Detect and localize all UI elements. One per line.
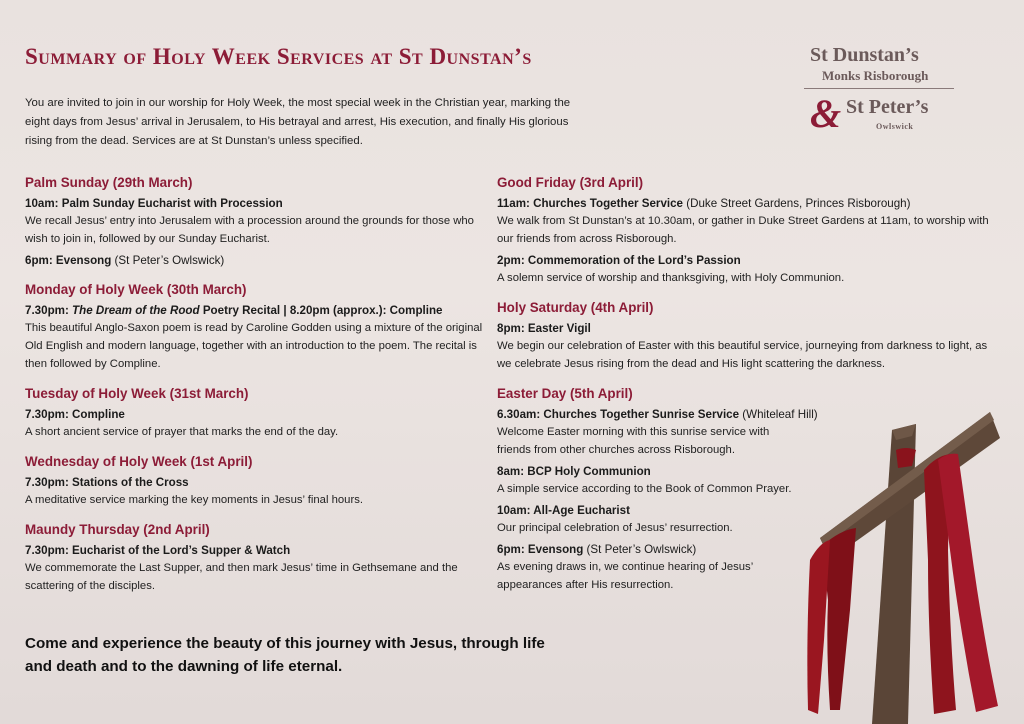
service-desc: This beautiful Anglo-Saxon poem is read by Caroline Godden using a mixture of the original Old English and modern language, together with an introduction to the poem. The recital is then followed by Compline. — [25, 322, 483, 370]
closing-statement: Come and experience the beauty of this journey with Jesus, through life and death and to the dawning of life eternal. — [25, 635, 545, 675]
service-easter-vigil: 8pm: Easter Vigil — [497, 322, 591, 335]
service-bcp-communion: 8am: BCP Holy Communion — [497, 465, 651, 478]
service-location: (Duke Street Gardens, Princes Risborough) — [683, 197, 911, 210]
service-desc: Welcome Easter morning with this sunrise service with friends from other churches across Risborough. — [497, 426, 770, 456]
service-easter-evensong — [497, 541, 837, 558]
easter-services — [497, 406, 837, 594]
day-heading-monday: Monday of Holy Week (30th March) — [25, 282, 247, 297]
day-heading-easter-day: Easter Day (5th April) — [497, 386, 633, 401]
service-stations: 7.30pm: Stations of the Cross — [25, 476, 189, 489]
day-heading-maundy-thursday: Maundy Thursday (2nd April) — [25, 522, 210, 537]
logo-divider — [804, 88, 954, 89]
service-title: 6.30am: Churches Together Sunrise Service — [497, 408, 740, 421]
service-palm-eucharist: 10am: Palm Sunday Eucharist with Procession — [25, 197, 283, 210]
service-churches-together — [497, 195, 997, 212]
day-heading-tuesday: Tuesday of Holy Week (31st March) — [25, 386, 249, 401]
day-heading-palm-sunday: Palm Sunday (29th March) — [25, 175, 193, 190]
logo-owlswick: Owlswick — [876, 122, 914, 131]
service-desc: A meditative service marking the key moments in Jesus’ final hours. — [25, 494, 364, 506]
church-logo — [804, 44, 964, 134]
logo-st-dunstans: St Dunstan’s — [810, 44, 919, 66]
service-poetry-recital — [25, 302, 490, 319]
service-desc: A short ancient service of prayer that marks the end of the day. — [25, 426, 339, 438]
logo-monks-risborough: Monks Risborough — [822, 68, 929, 83]
service-time: 7.30pm: — [25, 304, 73, 317]
service-location: (St Peter’s Owlswick) — [111, 254, 225, 267]
service-desc: As evening draws in, we continue hearing of Jesus’ appearances after His resurrection. — [497, 561, 753, 591]
service-sunrise — [497, 406, 837, 423]
service-all-age: 10am: All-Age Eucharist — [497, 504, 630, 517]
logo-st-peters: St Peter’s — [846, 96, 929, 118]
service-desc: A solemn service of worship and thanksgiving, with Holy Communion. — [497, 272, 845, 284]
service-title: 11am: Churches Together Service — [497, 197, 684, 210]
service-passion: 2pm: Commemoration of the Lord’s Passion — [497, 254, 741, 267]
service-desc: We commemorate the Last Supper, and then mark Jesus’ time in Gethsemane and the scattering of the disciples. — [25, 562, 458, 592]
service-title: 6pm: Evensong — [25, 254, 112, 267]
service-desc: A simple service according to the Book of Common Prayer. — [497, 483, 792, 495]
day-heading-wednesday: Wednesday of Holy Week (1st April) — [25, 454, 253, 469]
service-palm-evensong — [25, 252, 490, 269]
day-heading-holy-saturday: Holy Saturday (4th April) — [497, 300, 654, 315]
service-location: (Whiteleaf Hill) — [739, 408, 818, 421]
logo-ampersand: & — [810, 91, 842, 136]
poem-title: The Dream of the Rood — [72, 304, 200, 317]
day-heading-good-friday: Good Friday (3rd April) — [497, 175, 644, 190]
service-desc: We walk from St Dunstan’s at 10.30am, or gather in Duke Street Gardens at 11am, to worship with our friends from across Risborough. — [497, 215, 989, 245]
service-location: (St Peter’s Owlswick) — [583, 543, 697, 556]
service-desc: We begin our celebration of Easter with this beautiful service, journeying from darkness to light, as we celebrate Jesus rising from the dead and His light scattering the darkness. — [497, 340, 988, 370]
service-desc: Our principal celebration of Jesus’ resurrection. — [497, 522, 733, 534]
service-last-supper: 7.30pm: Eucharist of the Lord’s Supper & Watch — [25, 544, 291, 557]
service-title: Poetry Recital | 8.20pm (approx.): Compline — [199, 304, 443, 317]
intro-text: You are invited to join in our worship for Holy Week, the most special week in the Christian year, marking the eight days from Jesus’ arrival in Jerusalem, to His betrayal and arrest, His execution, and finally His glorious rising from the dead. Services are at St Dunstan’s unless specified. — [25, 97, 571, 147]
service-compline: 7.30pm: Compline — [25, 408, 125, 421]
service-desc: We recall Jesus’ entry into Jerusalem with a procession around the grounds for those who wish to join in, followed by our Sunday Eucharist. — [25, 215, 474, 245]
cross-illustration — [800, 410, 1024, 724]
page-title: Summary of Holy Week Services at St Dunstan’s — [25, 44, 532, 69]
service-title: 6pm: Evensong — [497, 543, 584, 556]
left-column — [25, 174, 490, 599]
